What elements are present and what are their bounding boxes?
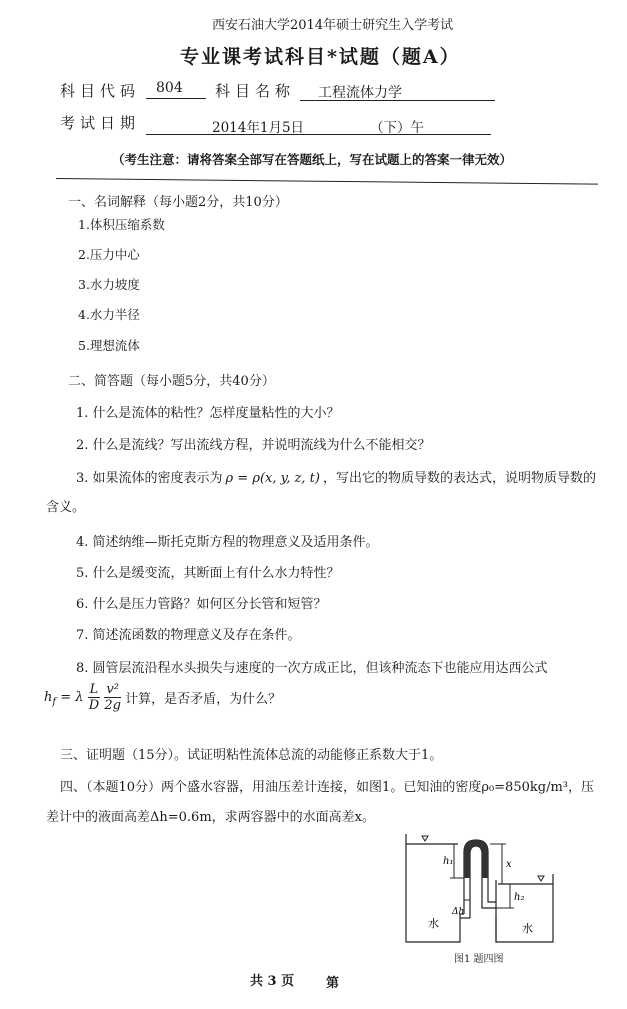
- section2-q3-text-b: ，写出它的物质导数的表达式，说明物质导数的: [322, 471, 596, 486]
- label-h2: h₂: [514, 892, 525, 903]
- header-divider: [56, 178, 598, 185]
- exam-title: 专业课考试科目*试题（题A）: [180, 46, 461, 68]
- candidate-notice: （考生注意：请将答案全部写在答题纸上，写在试题上的答案一律无效）: [112, 152, 513, 167]
- footer-page-label: 第: [326, 976, 340, 991]
- exam-date-value: 2014年1月5日: [212, 120, 305, 136]
- section4-line1: 四、（本题10分）两个盛水容器，用油压差计连接，如图1。已知油的密度ρ₀=850kg/m³，压: [60, 780, 594, 795]
- section2-q3-line1: [76, 467, 596, 486]
- figure-caption: 图1 题四图: [454, 954, 504, 965]
- subject-name-label: 科目名称: [215, 82, 296, 100]
- darcy-formula: $h_f = \lambda$ $\frac{L}{D}$ $\frac{\text{v²}}{2g}$: [44, 682, 121, 713]
- section2-q6: 6. 什么是压力管路？如何区分长管和短管？: [76, 597, 327, 612]
- section2-q3-text-a: 3. 如果流体的密度表示为: [76, 471, 223, 486]
- university-line: 西安石油大学2014年硕士研究生入学考试: [212, 18, 454, 33]
- section1-item-5: 5.理想流体: [78, 338, 140, 353]
- label-water-right: 水: [522, 922, 533, 935]
- section2-q7: 7. 简述流函数的物理意义及存在条件。: [76, 628, 301, 643]
- section2-q2: 2. 什么是流线？写出流线方程，并说明流线为什么不能相交？: [76, 438, 431, 453]
- section2-q3-line2: 含义。: [46, 500, 86, 515]
- density-formula: ρ = ρ(x, y, z, t): [225, 471, 320, 486]
- section1-item-3: 3.水力坡度: [78, 277, 140, 292]
- section1-item-4: 4.水力半径: [78, 307, 140, 322]
- footer-total-pages: 共 3 页: [250, 974, 295, 989]
- exam-date-label: 考试日期: [60, 114, 141, 132]
- label-delta-h: Δh: [452, 907, 465, 917]
- subject-code-label: 科目代码: [60, 82, 141, 100]
- section2-q1: 1. 什么是流体的粘性？怎样度量粘性的大小？: [76, 406, 340, 421]
- frac-v2-over-2g: $\frac{\text{v²}}{2g}$: [104, 682, 121, 713]
- label-water-left: 水: [428, 917, 439, 930]
- section2-q8-line1: 8. 圆管层流沿程水头损失与速度的一次方成正比，但该种流态下也能应用达西公式: [76, 661, 548, 676]
- subject-code-value: 804: [156, 80, 183, 96]
- exam-period: （下）午: [370, 120, 424, 136]
- label-h1: h₁: [443, 856, 454, 867]
- section3-text: 三、证明题（15分）。试证明粘性流体总流的动能修正系数大于1。: [60, 748, 443, 763]
- section2-title: 二、简答题（每小题5分，共40分）: [68, 374, 275, 389]
- section1-item-1: 1.体积压缩系数: [78, 217, 165, 232]
- exam-date-underline: [146, 134, 491, 135]
- subject-code-underline: [146, 98, 206, 99]
- section1-title: 一、名词解释（每小题2分，共10分）: [68, 195, 288, 210]
- section2-q4: 4. 简述纳维—斯托克斯方程的物理意义及适用条件。: [76, 535, 379, 550]
- subject-name-value: 工程流体力学: [318, 85, 402, 101]
- subject-name-underline: [300, 100, 495, 101]
- label-x: x: [506, 859, 512, 870]
- section2-q5: 5. 什么是缓变流，其断面上有什么水力特性？: [76, 566, 340, 581]
- figure-manometer-diagram: [398, 822, 578, 970]
- frac-l-over-d: $\frac{L}{D}$: [88, 682, 100, 713]
- section4-line2: 差计中的液面高差Δh=0.6m，求两容器中的水面高差x。: [46, 810, 375, 825]
- section1-item-2: 2.压力中心: [78, 247, 140, 262]
- section2-q8-line2: 计算，是否矛盾，为什么？: [125, 692, 282, 707]
- darcy-formula-line: [44, 682, 281, 713]
